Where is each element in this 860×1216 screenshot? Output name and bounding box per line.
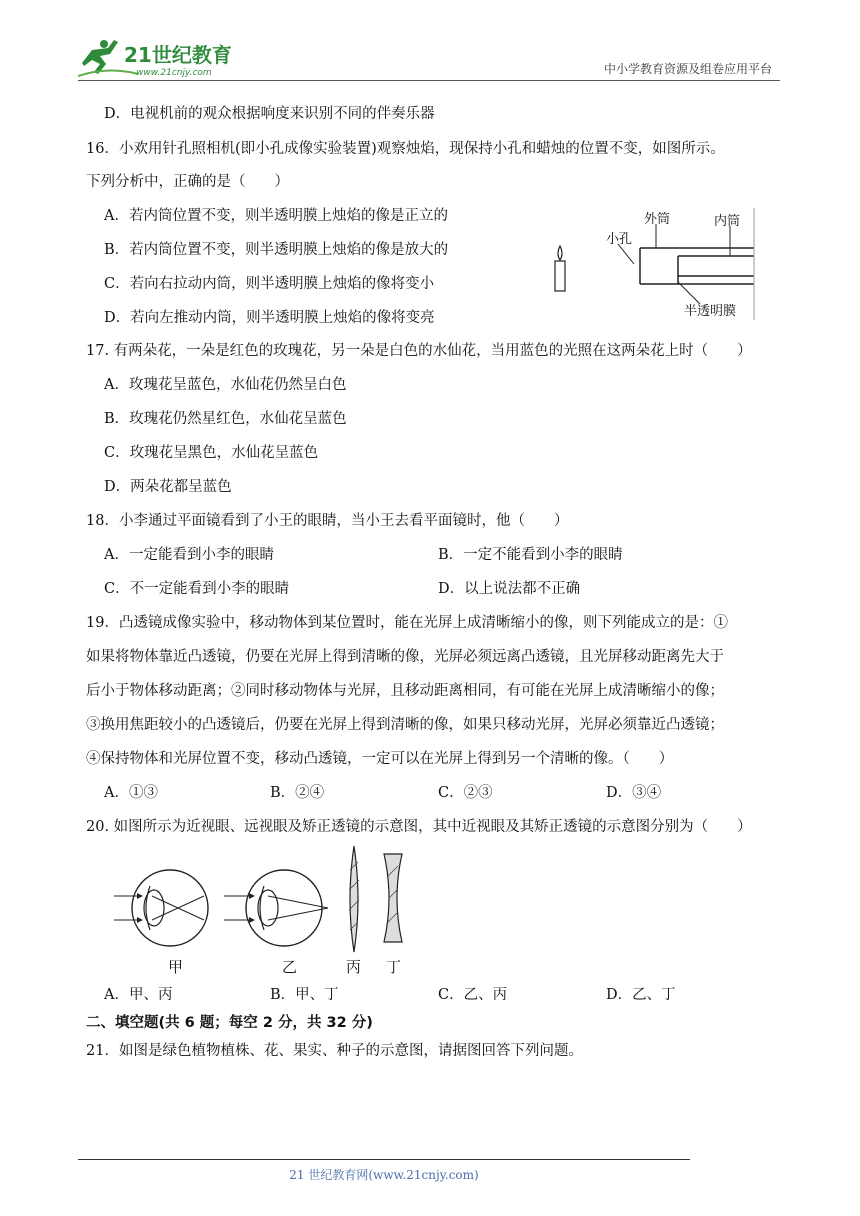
- pinhole-camera-figure: [548, 204, 760, 326]
- q19-line1: 19．凸透镜成像实验中，移动物体到某位置时，能在光屏上成清晰缩小的像，则下列能成立的是：①: [86, 615, 728, 631]
- section-title: 二、填空题(共 6 题；每空 2 分，共 32 分): [86, 1015, 373, 1031]
- q20-option-a: A．甲、丙: [104, 987, 173, 1003]
- q18-option-a: A．一定能看到小李的眼睛: [104, 547, 274, 563]
- q18-option-c: C．不一定能看到小李的眼睛: [104, 581, 290, 597]
- q19-line5: ④保持物体和光屏位置不变，移动凸透镜，一定可以在光屏上得到另一个清晰的像。（ ）: [86, 751, 674, 767]
- candle-icon: [555, 246, 565, 291]
- pinhole-label: 小孔: [606, 232, 633, 247]
- q19-line4: ③换用焦距较小的凸透镜后，仍要在光屏上得到清晰的像，如果只移动光屏，光屏必须靠近凸透镜；: [86, 717, 724, 733]
- q18-option-b: B．一定不能看到小李的眼睛: [438, 547, 623, 563]
- q20-option-b: B．甲、丁: [270, 987, 339, 1003]
- q20-option-c: C．乙、丙: [438, 987, 508, 1003]
- q18-option-d: D．以上说法都不正确: [438, 581, 581, 597]
- q15-option-d: D．电视机前的观众根据响度来识别不同的伴奏乐器: [104, 106, 435, 122]
- q16-stem-line1: 16．小欢用针孔照相机(即小孔成像实验装置)观察烛焰，现保持小孔和蜡烛的位置不变，如图所示。: [86, 141, 725, 157]
- q16-option-d: D．若向左推动内筒，则半透明膜上烛焰的像将变亮: [104, 310, 435, 326]
- q19-option-b: B．②④: [270, 785, 325, 801]
- q17-option-d: D．两朵花都呈蓝色: [104, 479, 232, 495]
- eye-lens-figure: [112, 840, 412, 978]
- membrane-label: 半透明膜: [684, 304, 737, 319]
- q16-option-b: B．若内筒位置不变，则半透明膜上烛焰的像是放大的: [104, 242, 449, 258]
- q17-option-c: C．玫瑰花呈黑色，水仙花呈蓝色: [104, 445, 319, 461]
- q19-line2: 如果将物体靠近凸透镜，仍要在光屏上得到清晰的像，光屏必须远离凸透镜，且光屏移动距离先大于: [86, 649, 724, 665]
- q19-line3: 后小于物体移动距离；②同时移动物体与光屏，且移动距离相同，有可能在光屏上成清晰缩小的像；: [86, 683, 724, 699]
- inner-tube-label: 内筒: [714, 214, 741, 229]
- q17-option-b: B．玫瑰花仍然星红色，水仙花呈蓝色: [104, 411, 347, 427]
- label-yi: 乙: [282, 958, 298, 976]
- q19-option-c: C．②③: [438, 785, 493, 801]
- footer-text[interactable]: 21 世纪教育网(www.21cnjy.com): [289, 1168, 479, 1182]
- label-bing: 丙: [346, 958, 362, 976]
- q18-stem: 18．小李通过平面镜看到了小王的眼睛，当小王去看平面镜时，他（ ）: [86, 513, 569, 529]
- q20-option-d: D．乙、丁: [606, 987, 676, 1003]
- logo-text: 21世纪教育: [124, 43, 232, 67]
- header-divider: [78, 80, 780, 81]
- q16-stem-line2: 下列分析中，正确的是（ ）: [86, 174, 289, 190]
- eye-yi-diagram: [224, 870, 328, 946]
- concave-lens-ding: [384, 854, 402, 942]
- convex-lens-bing: [349, 846, 359, 952]
- outer-tube-label: 外筒: [644, 212, 671, 227]
- q16-option-a: A．若内筒位置不变，则半透明膜上烛焰的像是正立的: [104, 208, 448, 224]
- q17-stem: 17. 有两朵花，一朵是红色的玫瑰花，另一朵是白色的水仙花，当用蓝色的光照在这两朵花上时（ ）: [86, 343, 752, 359]
- q17-option-a: A．玫瑰花呈蓝色，水仙花仍然呈白色: [104, 377, 347, 393]
- platform-name: 中小学教育资源及组卷应用平台: [603, 62, 772, 76]
- footer-divider: [78, 1159, 690, 1160]
- q19-option-d: D．③④: [606, 785, 662, 801]
- site-logo: [78, 36, 248, 80]
- q21-stem: 21．如图是绿色植物植株、花、果实、种子的示意图，请据图回答下列问题。: [86, 1043, 583, 1059]
- eye-jia-diagram: [114, 870, 208, 946]
- q19-option-a: A．①③: [104, 785, 158, 801]
- q20-stem: 20. 如图所示为近视眼、远视眼及矫正透镜的示意图，其中近视眼及其矫正透镜的示意图分别为（ ）: [86, 819, 752, 835]
- label-jia: 甲: [168, 958, 184, 976]
- label-ding: 丁: [386, 958, 402, 976]
- q16-option-c: C．若向右拉动内筒，则半透明膜上烛焰的像将变小: [104, 276, 435, 292]
- logo-url: www.21cnjy.com: [136, 68, 212, 78]
